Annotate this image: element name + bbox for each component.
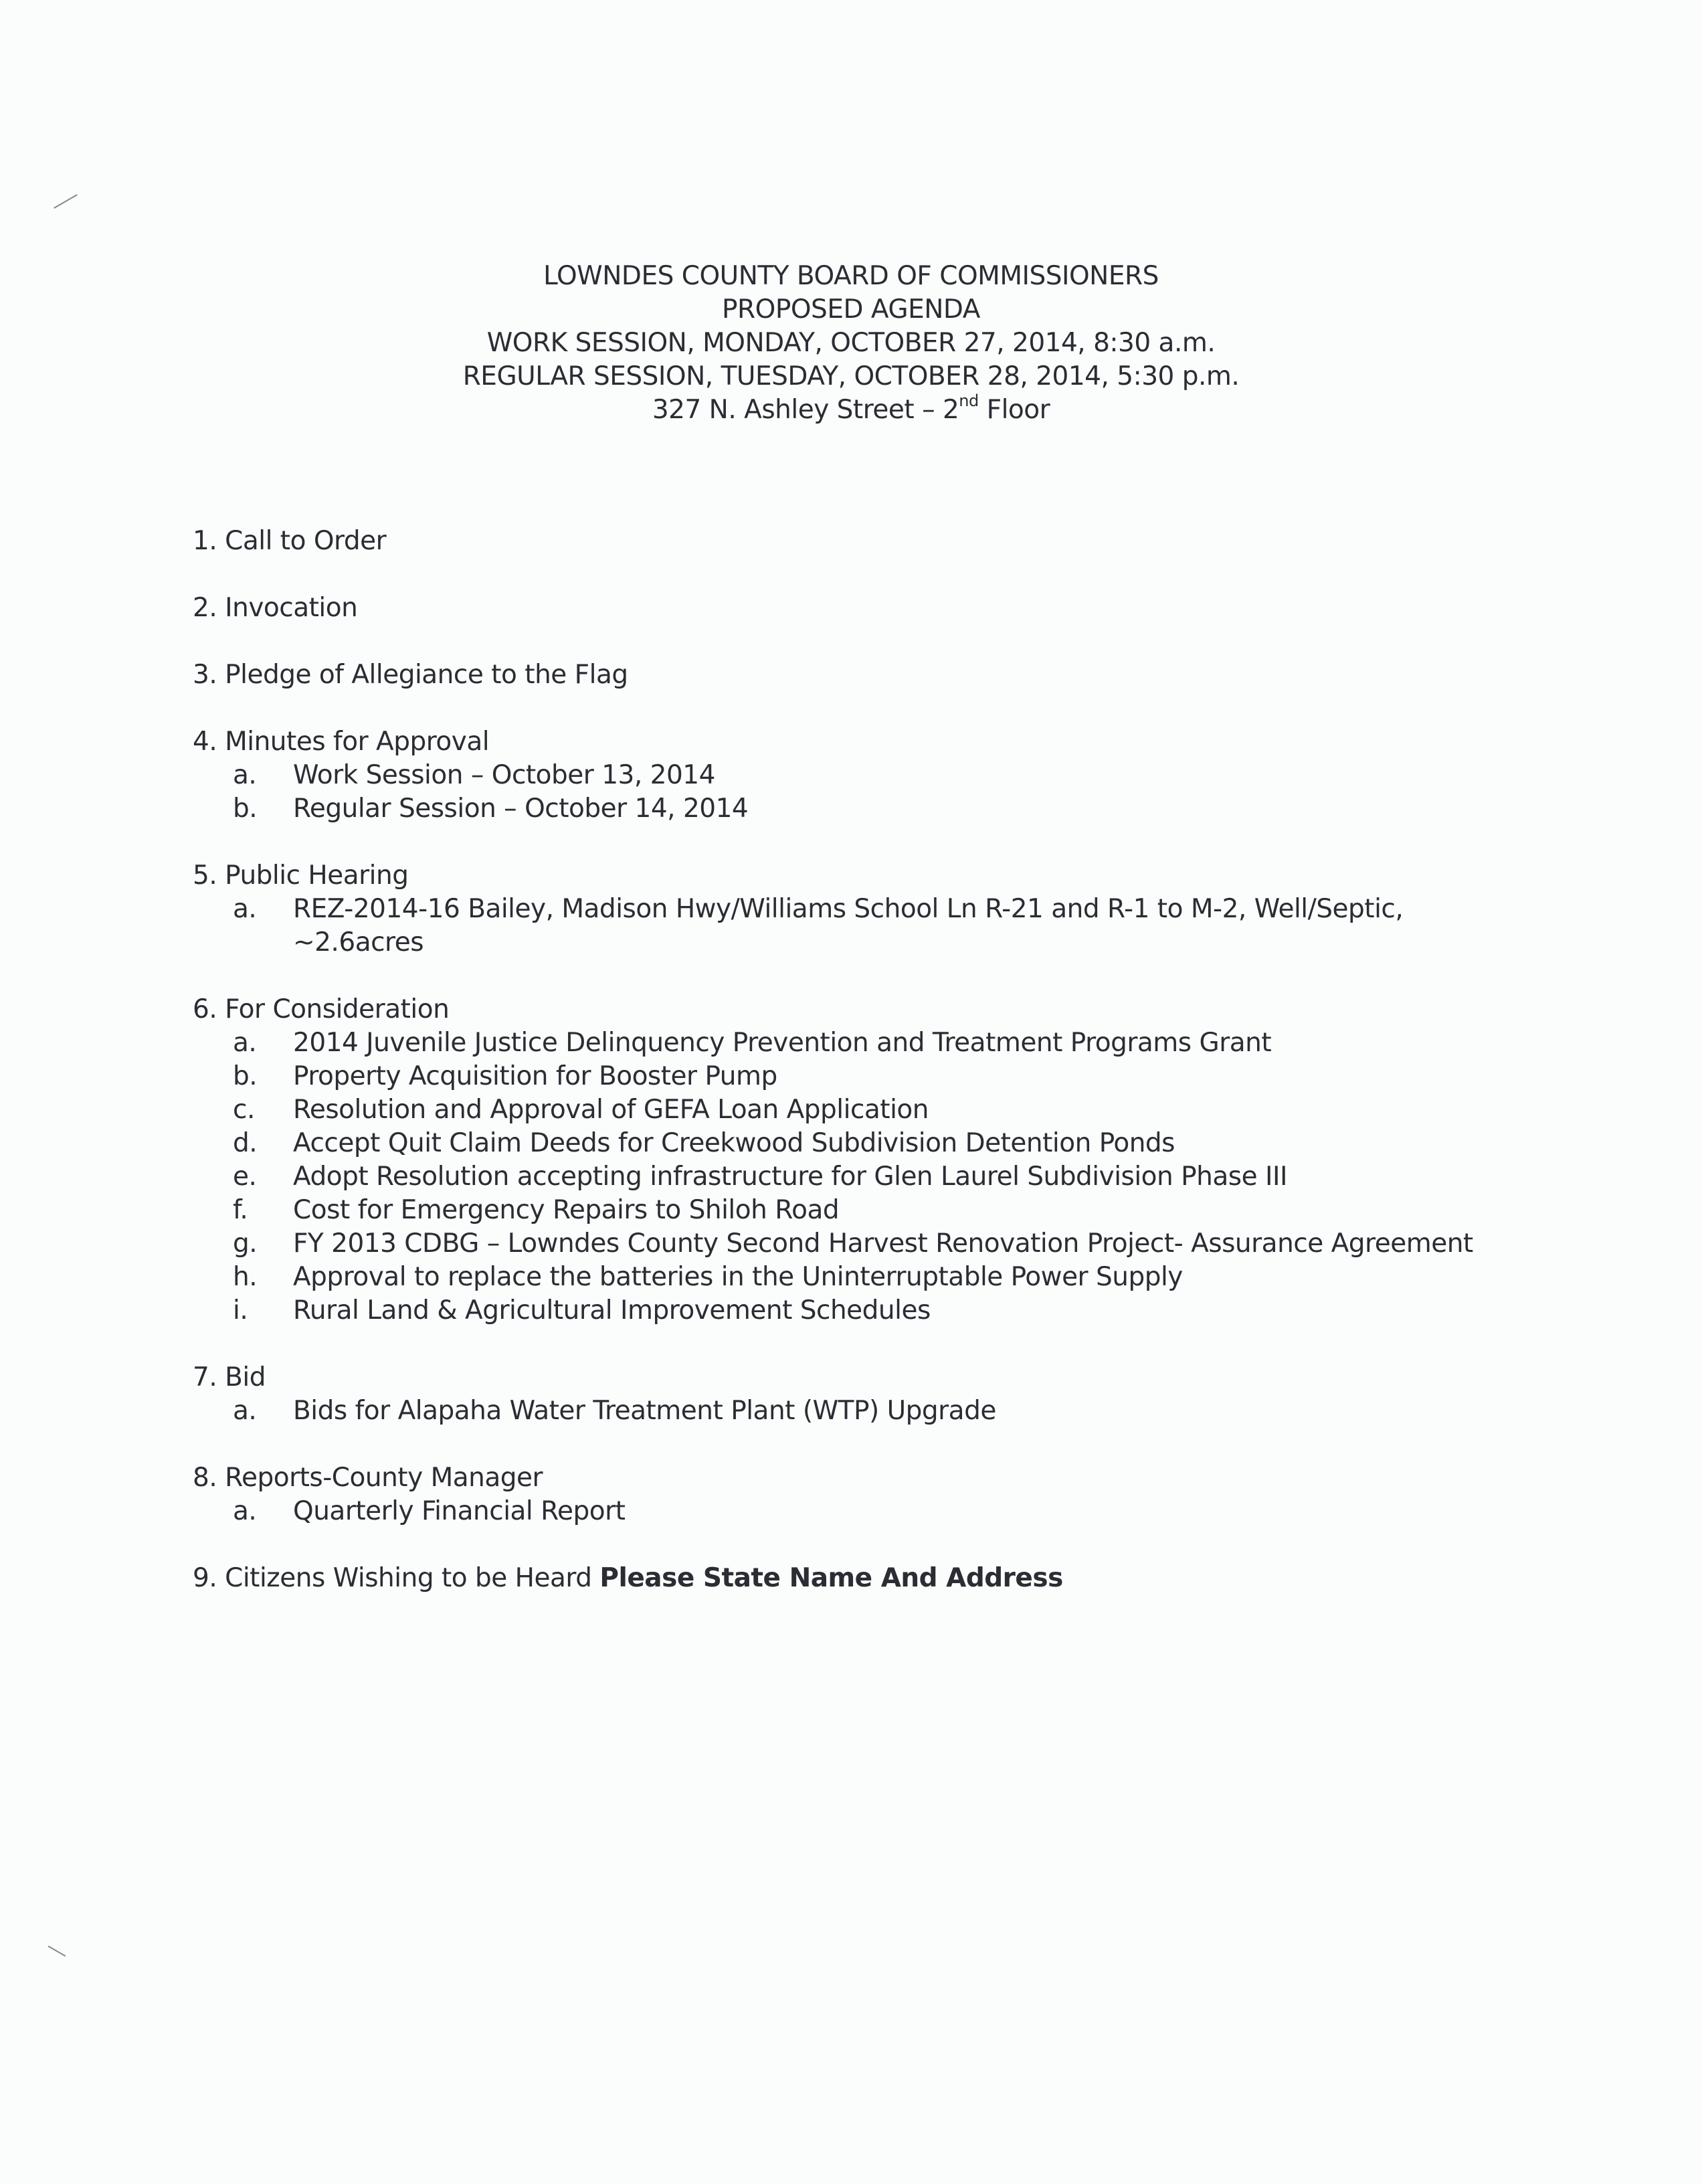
agenda-subitem: f. Cost for Emergency Repairs to Shiloh Road — [233, 1195, 840, 1225]
scan-mark — [54, 194, 78, 209]
agenda-item-8: 8. Reports-County Manager — [193, 1463, 543, 1493]
agenda-list — [193, 525, 1665, 1595]
agenda-item-4: 4. Minutes for Approval — [193, 727, 490, 757]
agenda-subitem: d. Accept Quit Claim Deeds for Creekwood Subdivision Detention Ponds — [233, 1128, 1175, 1158]
agenda-subitem: a. 2014 Juvenile Justice Delinquency Prevention and Treatment Programs Grant — [233, 1028, 1272, 1058]
agenda-subitem: b. Regular Session – October 14, 2014 — [233, 794, 749, 824]
agenda-subitem: a. Quarterly Financial Report — [233, 1496, 626, 1526]
regular-session-line: REGULAR SESSION, TUESDAY, OCTOBER 28, 2014, 5:30 p.m. — [462, 361, 1240, 391]
document-header — [0, 260, 1702, 427]
agenda-item-2: 2. Invocation — [193, 593, 358, 623]
agenda-item-7: 7. Bid — [193, 1362, 266, 1392]
agenda-item-3: 3. Pledge of Allegiance to the Flag — [193, 660, 628, 690]
org-title: LOWNDES COUNTY BOARD OF COMMISSIONERS — [543, 261, 1159, 291]
agenda-subitem: i. Rural Land & Agricultural Improvement Schedules — [233, 1295, 931, 1326]
work-session-line: WORK SESSION, MONDAY, OCTOBER 27, 2014, 8:30 a.m. — [486, 328, 1216, 358]
address-line: 327 N. Ashley Street – 2nd Floor — [652, 391, 1050, 425]
agenda-subitem: a. Work Session – October 13, 2014 — [233, 760, 715, 790]
agenda-item-6: 6. For Consideration — [193, 994, 450, 1024]
agenda-subitem: b. Property Acquisition for Booster Pump — [233, 1061, 777, 1091]
agenda-subitem: h. Approval to replace the batteries in the Uninterruptable Power Supply — [233, 1262, 1183, 1292]
agenda-subitem: c. Resolution and Approval of GEFA Loan Application — [233, 1095, 929, 1125]
doc-title: PROPOSED AGENDA — [722, 294, 980, 325]
agenda-subitem: g. FY 2013 CDBG – Lowndes County Second Harvest Renovation Project- Assurance Agreement — [233, 1228, 1473, 1259]
agenda-item-5: 5. Public Hearing — [193, 860, 409, 891]
agenda-item-9: 9. Citizens Wishing to be Heard Please State Name And Address — [193, 1563, 1063, 1593]
agenda-subitem: a. Bids for Alapaha Water Treatment Plant (WTP) Upgrade — [233, 1396, 996, 1426]
agenda-item-1: 1. Call to Order — [193, 526, 387, 556]
instruction-text: Please State Name And Address — [599, 1563, 1063, 1593]
agenda-subitem: a. REZ-2014-16 Bailey, Madison Hwy/Williams School Ln R-21 and R-1 to M-2, Well/Septic, ~2.6acres — [233, 894, 1404, 958]
scan-mark — [48, 1946, 66, 1957]
agenda-subitem: e. Adopt Resolution accepting infrastructure for Glen Laurel Subdivision Phase III — [233, 1162, 1288, 1192]
